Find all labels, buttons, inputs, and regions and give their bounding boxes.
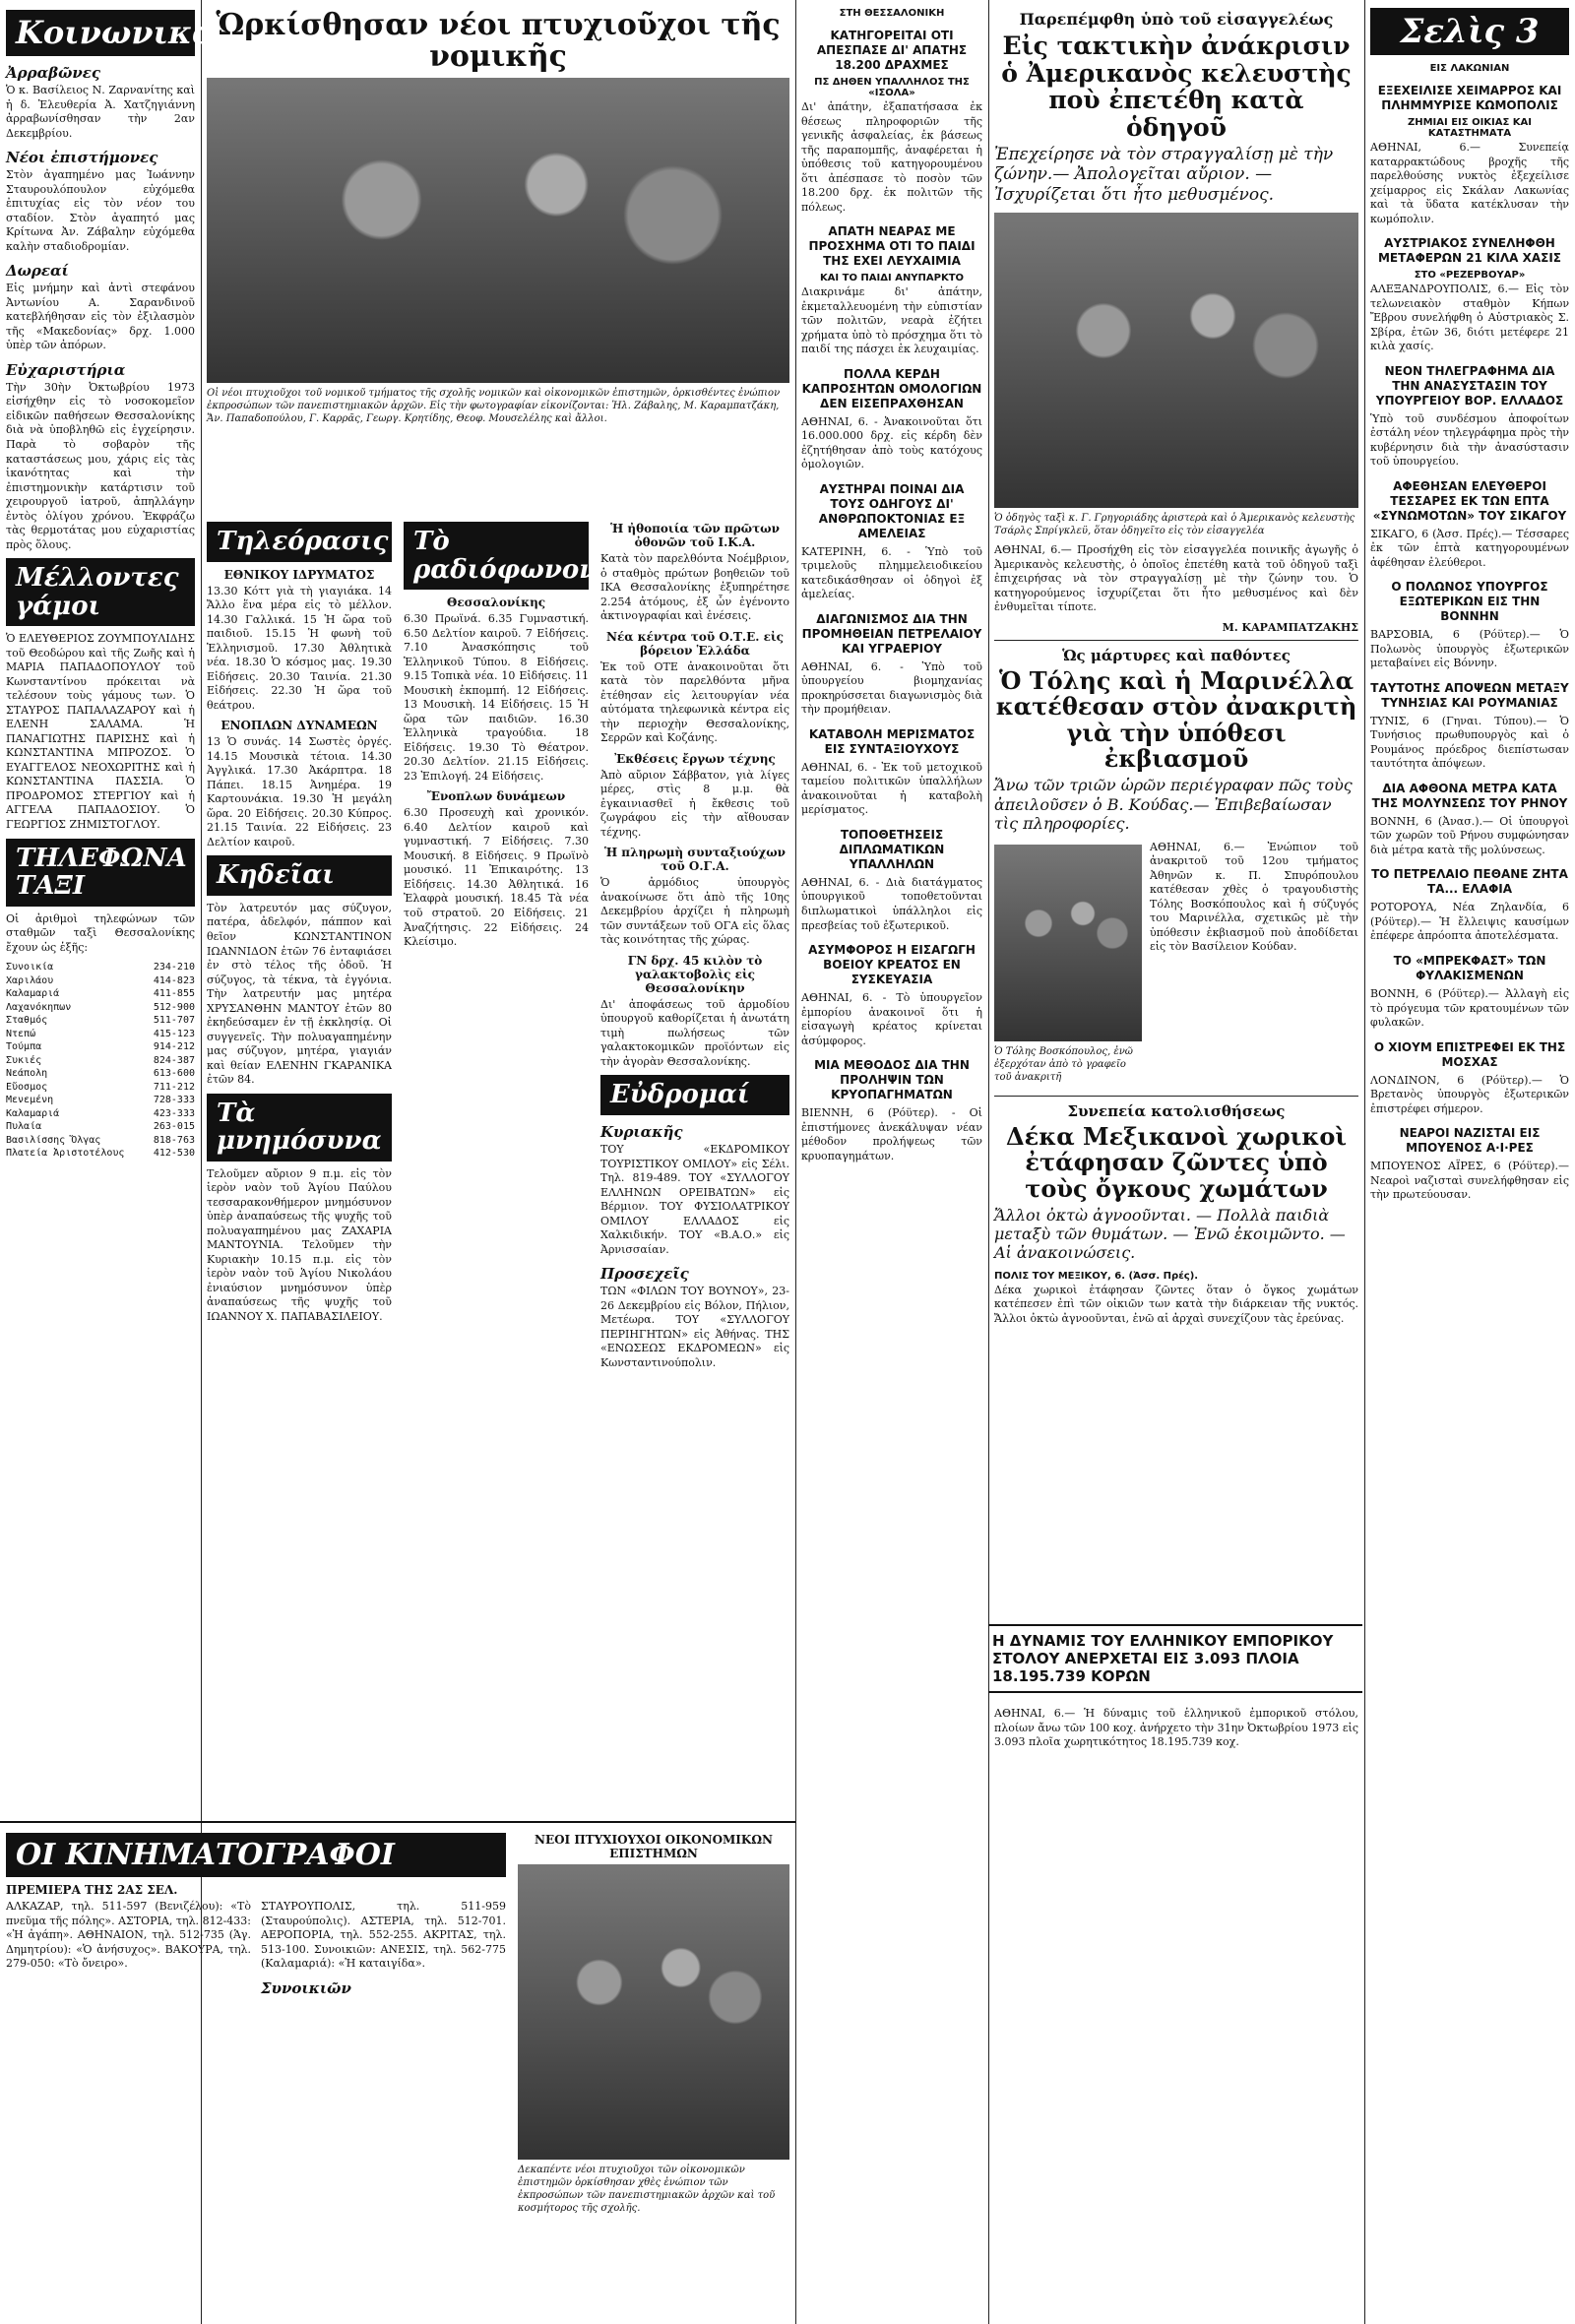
phone-area: Μενεμένη <box>6 1095 54 1106</box>
article-body: ΤΥΝΙΣ, 6 (Γηναι. Τύπου).— Ὁ Τυνήσιος πρωθυπουργὸς καὶ ὁ Ρουμάνος πρόεδρος διεπίστωσαν ταυτότητα ἀπόψεων. <box>1370 714 1569 771</box>
phone-row <box>6 1040 195 1054</box>
subhead: ΠΣ ΔΗΘΕΝ ΥΠΑΛΛΗΛΟΣ ΤΗΣ «ΙΣΟΛΑ» <box>814 77 970 98</box>
photo-caption: Ὁ Τόλης Βοσκόπουλος, ἐνῶ ἐξερχόταν ἀπὸ τὸ γραφεῖο τοῦ ἀνακριτῆ <box>994 1045 1133 1083</box>
phone-row <box>6 961 195 974</box>
article-head: Νέα κέντρα τοῦ Ο.Τ.Ε. εἰς βόρειον Ἑλλάδα <box>606 629 784 658</box>
article-head: ΑΠΑΤΗ ΝΕΑΡΑΣ ΜΕ ΠΡΟΣΧΗΜΑ ΟΤΙ ΤΟ ΠΑΙΔΙ ΤΗΣ ΕΧΕΙ ΛΕΥΧΑΙΜΙΑ <box>808 224 976 269</box>
article-head: ΝΕΑΡΟΙ ΝΑΖΙΣΤΑΙ ΕΙΣ ΜΠΟΥΕΝΟΣ Α·Ι·ΡΕΣ <box>1399 1126 1541 1156</box>
phone-area: Πλατεία Ἀριστοτέλους <box>6 1148 125 1160</box>
article-head: ΑΦΕΘΗΣΑΝ ΕΛΕΥΘΕΡΟΙ ΤΕΣΣΑΡΕΣ ΕΚ ΤΩΝ ΕΠΤΑ «ΣΥΝΩΜΟΤΩΝ» ΤΟΥ ΣΙΚΑΓΟΥ <box>1372 478 1567 523</box>
kicker: ΣΤΗ ΘΕΣΣΑΛΟΝΙΚΗ <box>839 8 945 19</box>
mexico-subheadline: Ἄλλοι ὀκτὼ ἀγνοοῦνται. — Πολλὰ παιδιὰ μεταξὺ τῶν θυμάτων. — Ἐνῶ ἐκοιμῶντο. — Αἱ ἀνακοινώσεις. <box>994 1206 1346 1263</box>
section-banner-koinonika: Κοινωνικά <box>6 10 195 56</box>
article-head: ΚΑΤΑΒΟΛΗ ΜΕΡΙΣΜΑΤΟΣ ΕΙΣ ΣΥΝΤΑΞΙΟΥΧΟΥΣ <box>808 726 976 756</box>
phone-row <box>6 1081 195 1095</box>
radio-subtitle: Θεσσαλονίκης <box>446 596 546 610</box>
tv-listing: 13 Ὁ συνάς. 14 Σωστὲς ὀργές. 14.15 Μουσικὰ τέτοια. 14.30 Ἀγγλικά. 17.30 Ἀκάρπτρα. 18 Πάπει. 18.15 Ἀνημέρα. 19 Καρτουνάκια. 19.30 Ἡ μεγάλη ὥρα. 20 Εἰδήσεις. 20.30 Κύπρος. 21.15 Ταινία. 22 Εἰδήσεις. 23 Δελτίον καιροῦ. <box>207 735 392 848</box>
phone-area: Ντεπώ <box>6 1028 36 1039</box>
kicker: Παρεπέμφθη ὑπὸ τοῦ εἰσαγγελέως <box>1019 10 1334 29</box>
article-body: ΒΙΕΝΝΗ, 6 (Ρόϋτερ). - Οἱ ἐπιστήμονες ἀνεκάλυψαν νέαν μέθοδον προλήψεως τῶν κρυοπαγημάτων. <box>801 1106 982 1162</box>
article-body: Ὑπὸ τοῦ συνδέσμου ἀποφοίτων ἐστάλη νέον τηλεγράφημα πρὸς τὴν κυβέρνησιν διὰ τὴν ἀνασύστασιν τοῦ ὑπουργείου. <box>1370 411 1569 469</box>
marine-subheadline: Ἐπεχείρησε νὰ τὸν στραγγαλίσῃ μὲ τὴν ζώνην.— Ἀπολογεῖται αὔριον. — Ἰσχυρίζεται ὅτι ἦτο μεθυσμένος. <box>994 145 1334 205</box>
subhead: Κυριακῆς <box>600 1123 683 1141</box>
tolis-subheadline: Ἄνω τῶν τριῶν ὡρῶν περιέγραφαν πῶς τοὺς ἀπειλοῦσεν ὁ Β. Κούδας.— Ἐπιβεβαίωσαν τὶς πληροφορίες. <box>994 776 1353 833</box>
phone-area: Λαχανόκηπων <box>6 1001 72 1013</box>
article-head: ΔΙΑΓΩΝΙΣΜΟΣ ΔΙΑ ΤΗΝ ΠΡΟΜΗΘΕΙΑΝ ΠΕΤΡΕΛΑΙΟΥ ΚΑΙ ΥΓΡΑΕΡΙΟΥ <box>801 611 982 656</box>
photo-caption: Ὁ ὁδηγὸς ταξὶ κ. Γ. Γρηγοριάδης ἀριστερὰ καὶ ὁ Ἀμερικανὸς κελευστὴς Τσάρλς Σπρίγκλεϋ, ὅταν ὁδηγεῖτο εἰς τὸν εἰσαγγελέα <box>994 513 1355 537</box>
main-story <box>201 0 795 551</box>
middle-column <box>595 512 795 1821</box>
fleet-headline: Η ΔΥΝΑΜΙΣ ΤΟΥ ΕΛΛΗΝΙΚΟΥ ΕΜΠΟΡΙΚΟΥ ΣΤΟΛΟΥ ΑΝΕΡΧΕΤΑΙ ΕΙΣ 3.093 ΠΛΟΙΑ 18.195.739 ΚΟΡΩΝ <box>988 1624 1362 1693</box>
phone-area: Συνοικία <box>6 962 54 974</box>
article-head: ΠΟΛΛΑ ΚΕΡΔΗ ΚΑΠΡΟΣΗΤΩΝ ΟΜΟΛΟΓΙΩΝ ΔΕΝ ΕΙΣΕΠΡΑΧΘΗΣΑΝ <box>801 366 982 410</box>
phone-row <box>6 1107 195 1121</box>
section-banner-tv: Τηλεόρασις <box>207 522 392 562</box>
phone-row <box>6 987 195 1001</box>
phone-number: 234-210 <box>153 962 195 974</box>
phone-row <box>6 1134 195 1148</box>
article-body: ΑΘΗΝΑΙ, 6.— Προσήχθη εἰς τὸν εἰσαγγελέα ποινικῆς ἀγωγῆς ὁ Ἀμερικανὸς κελευστὴς, ὁ ὁποῖος ἐπετέθη κατὰ τοῦ ὁδηγοῦ ταξὶ ἐπιχειρήσας νὰ τὸν στραγγαλίσῃ μὲ τὴν ζώνην του. Ὁ κατηγορούμενος ἰσχυρίζεται ὅτι ἦτο μεθυσμένος καὶ δὲν ἐνθυμεῖται τίποτε. <box>994 543 1358 614</box>
article-head: ΤΟ ΠΕΤΡΕΛΑΙΟ ΠΕΘΑΝΕ ΖΗΤΑ ΤΑ... ΕΛΑΦΙΑ <box>1371 867 1568 897</box>
marine-photo <box>994 213 1358 508</box>
far-right-column <box>1364 0 1575 2324</box>
phone-row <box>6 1147 195 1161</box>
article-body: ΑΘΗΝΑΙ, 6. - Τὸ ὑπουργεῖον ἐμπορίου ἀνακοινοῖ ὅτι ἡ εἰσαγωγὴ κρέατος κρίνεται ἀσύμφορος. <box>801 991 982 1047</box>
article-body: ΒΟΝΝΗ, 6 (Ἀνασ.).— Οἱ ὑπουργοὶ τῶν χωρῶν τοῦ Ρήνου συμφώνησαν διὰ μέτρα κατὰ τῆς μολύνσεως. <box>1370 814 1569 856</box>
article-body: ΑΛΕΞΑΝΔΡΟΥΠΟΛΙΣ, 6.— Εἰς τὸν τελωνειακὸν σταθμὸν Κήπων Ἔβρου συνελήφθη ὁ Αὐστριακὸς Σ. Σβίρα, ἐτῶν 36, διότι μετέφερε 21 κιλὰ χασίς. <box>1370 283 1569 353</box>
phone-number: 512-900 <box>153 1001 195 1013</box>
mexico-headline: Δέκα Μεξικανοὶ χωρικοὶ ἐτάφησαν ζῶντες ὑπὸ τοὺς ὄγκους χωμάτων <box>1006 1121 1347 1203</box>
phone-row <box>6 1067 195 1081</box>
main-headline: Ὡρκίσθησαν νέοι πτυχιοῦχοι τῆς νομικῆς <box>216 8 781 75</box>
article-body: Δέκα χωρικοὶ ἐτάφησαν ζῶντες ὅταν ὁ ὄγκος χωμάτων κατέπεσεν ἐπὶ τῶν οἰκιῶν των κατὰ τὴν διάρκειαν τῆς νυκτός. Ἄλλοι ὀκτὼ ἀγνοοῦνται, ἐνῶ αἱ ἀρχαὶ συνεχίζουν τὰς ἐρεύνας. <box>994 1283 1358 1325</box>
article-head: Ο ΧΙΟΥΜ ΕΠΙΣΤΡΕΦΕΙ ΕΚ ΤΗΣ ΜΟΣΧΑΣ <box>1373 1039 1566 1069</box>
section-banner-mellontes: Μέλλοντες γάμοι <box>6 558 195 626</box>
tolis-photo <box>994 845 1142 1041</box>
article-head: ΑΥΣΤΡΙΑΚΟΣ ΣΥΝΕΛΗΦΘΗ ΜΕΤΑΦΕΡΩΝ 21 ΚΙΛΑ ΧΑΣΙΣ <box>1377 236 1562 266</box>
radio-listing: 6.30 Πρωϊνά. 6.35 Γυμναστική. 6.50 Δελτίον καιροῦ. 7 Εἰδήσεις. 7.10 Ἀνασκόπησις τοῦ Ἑλληνικοῦ Τύπου. 8 Εἰδήσεις. 9.15 Τοπικὰ νέα. 10 Εἰδήσεις. 11 Μουσικὴ ἐκπομπή. 12 Εἰδήσεις. 13 Μουσικὴ. 14 Εἰδήσεις. 15 Ἡ ὥρα τῶν παιδιῶν. 16.30 Ἑλληνικὰ τραγούδια. 18 Εἰδήσεις. 19.30 Τὸ Θέατρον. 20.30 Δελτίον. 21.15 Εἰδήσεις. 23 Ἐπιλογή. 24 Εἰδήσεις. <box>404 612 589 783</box>
article-body: ΚΑΤΕΡΙΝΗ, 6. - Ὑπὸ τοῦ τριμελοῦς πλημμελειοδικείου κατεδικάσθησαν οἱ ὁδηγοὶ ἐξ ἀμελείας. <box>801 544 982 601</box>
phone-row <box>6 1014 195 1028</box>
section-banner-radio: Τὸ ραδιόφωνον <box>404 522 589 590</box>
article-body: Εἰς μνήμην καὶ ἀντὶ στεφάνου Ἀντωνίου Α. Σαρανδινοῦ κατεβλήθησαν εἰς τὸν ἐξιλασμὸν τῆς «Μακεδονίας» δρχ. 1.000 ὑπὲρ τῶν ἀπόρων. <box>6 282 195 352</box>
kicker: ΕΙΣ ΛΑΚΩΝΙΑΝ <box>1429 63 1510 74</box>
phone-area: Καλαμαριά <box>6 1107 60 1119</box>
phone-number: 613-600 <box>153 1068 195 1080</box>
phone-area: Εὔοσμος <box>6 1081 48 1093</box>
section-banner-tilefona: ΤΗΛΕΦΩΝΑ ΤΑΞΙ <box>6 839 195 907</box>
phone-number: 914-212 <box>153 1041 195 1053</box>
article-body: Ἐκ τοῦ ΟΤΕ ἀνακοινοῦται ὅτι κατὰ τὸν παρελθόντα μῆνα ἐτέθησαν εἰς λειτουργίαν νέα αὐτόματα τηλεφωνικὰ κέντρα εἰς τὴν περιοχὴν Θεσσαλονίκης, Σερρῶν καὶ Κοζάνης. <box>600 660 789 745</box>
phone-number: 412-530 <box>153 1148 195 1160</box>
section-banner-cinema: ΟΙ ΚΙΝΗΜΑΤΟΓΡΑΦΟΙ <box>6 1833 506 1877</box>
article-body: ΑΘΗΝΑΙ, 6. - Διὰ διατάγματος ὑπουργικοῦ τοποθετοῦνται διπλωματικοὶ ὑπάλληλοι εἰς πρεσβείας τοῦ ἐξωτερικοῦ. <box>801 875 982 932</box>
article-head: ΓΝ δρχ. 45 κιλὸν τὸ γαλακτοβολὶς εἰς Θεσσαλονίκην <box>627 953 763 995</box>
section-banner-eudromiai: Εὐδρομαί <box>600 1075 789 1115</box>
article-body: ΣΙΚΑΓΟ, 6 (Ἀσσ. Πρές).— Τέσσαρες ἐκ τῶν ἑπτὰ κατηγορουμένων ἀφέθησαν ἐλεύθεροι. <box>1370 527 1569 569</box>
fleet-story <box>988 1703 1364 1998</box>
article-body: Οἱ ἀριθμοὶ τηλεφώνων τῶν σταθμῶν ταξὶ Θεσσαλονίκης ἔχουν ὡς ἑξῆς: <box>6 911 195 954</box>
phone-area: Βασιλίσσης Ὄλγας <box>6 1134 101 1146</box>
article-head: ΚΑΤΗΓΟΡΕΙΤΑΙ ΟΤΙ ΑΠΕΣΠΑΣΕ ΔΙ' ΑΠΑΤΗΣ 18.200 ΔΡΑΧΜΕΣ <box>816 29 968 72</box>
article-body: ΤΟΥ «ΕΚΔΡΟΜΙΚΟΥ ΤΟΥΡΙΣΤΙΚΟΥ ΟΜΙΛΟΥ» εἰς Σέλι. Τηλ. 819-489. ΤΟΥ «ΣΥΛΛΟΓΟΥ ΕΛΛΗΝΩΝ ΟΡΕΙΒΑΤΩΝ» εἰς Βέρμιον. ΤΟΥ ΦΥΣΙΟΛΑΤΡΙΚΟΥ ΟΜΙΛΟΥ ΕΛΛΑΔΟΣ εἰς Χαλκιδικήν. ΤΟΥ «Β.Α.Ο.» εἰς Ἀρνισσαίαν. <box>600 1143 789 1256</box>
group-photo <box>207 78 789 383</box>
phone-row <box>6 974 195 988</box>
phone-number: 728-333 <box>153 1095 195 1106</box>
kicker: Συνεπεία κατολισθήσεως <box>1067 1101 1286 1120</box>
marine-headline: Εἰς τακτικὴν ἀνάκρισιν ὁ Ἀμερικανὸς κελευστὴς ποὺ ἐπετέθη κατὰ ὁδηγοῦ <box>1001 31 1352 142</box>
economics-photo <box>518 1864 789 2160</box>
article-body: ΑΘΗΝΑΙ, 6. - Ὑπὸ τοῦ ὑπουργείου βιομηχανίας προκηρύσσεται διαγωνισμὸς διὰ τὴν προμήθειαν. <box>801 660 982 717</box>
tv-listing: 13.30 Κόττ γιὰ τὴ γιαγιάκα. 14 Ἄλλο ἕνα μέρα εἰς τὸ μέλλον. 14.30 Γαλλικά. 15 Ἡ ὥρα τοῦ παιδιοῦ. 15.15 Ἡ φωνὴ τοῦ Ἑλληνισμοῦ. 17.30 Ἀθλητικὰ νέα. 18.30 Ὁ κόσμος μας. 19.30 Εἰδήσεις. 20.30 Ταινία. 21.30 Εἰδήσεις. 22.30 Ἡ ὥρα τοῦ θεάτρου. <box>207 584 392 712</box>
article-head: ΜΙΑ ΜΕΘΟΔΟΣ ΔΙΑ ΤΗΝ ΠΡΟΛΗΨΙΝ ΤΩΝ ΚΡΥΟΠΑΓΗΜΑΤΩΝ <box>814 1058 970 1102</box>
memorial-notices: Τελοῦμεν αὔριον 9 π.μ. εἰς τὸν ἱερὸν ναὸν τοῦ Ἁγίου Παύλου τεσσαρακονθήμερον μνημόσυνον ὑπὲρ ἀναπαύσεως τῆς ψυχῆς τοῦ πολυαγαπημένου μας ΖΑΧΑΡΙΑ ΜΑΝΤΟΥΝΙΑ. Τελοῦμεν τὴν Κυριακὴν 10.15 π.μ. εἰς τὸν ἱερὸν ναὸν τοῦ Ἁγίου Νικολάου ἐνιαύσιον μνημόσυνον ὑπὲρ ἀναπαύσεως τῆς ψυχῆς τοῦ ΙΩΑΝΝΟΥ Χ. ΠΑΠΑΒΑΣΙΛΕΙΟΥ. <box>207 1166 392 1323</box>
subhead: Προσεχεῖς <box>600 1265 689 1284</box>
cinema-listing: ΑΛΚΑΖΑΡ, τηλ. 511-597 (Βενιζέλου): «Τὸ πνεῦμα τῆς πόλης». ΑΣΤΟΡΙΑ, τηλ. 812-433: «Ἡ ἀγάπη». ΑΘΗΝΑΙΟΝ, τηλ. 512-735 (Ἁγ. Δημητρίου): «Ὁ ἀνήσυχος». ΒΑΚΟΥΡΑ, τηλ. 279-050: «Τὸ ὄνειρο». <box>6 1900 251 1971</box>
funeral-notices: Τὸν λατρευτόν μας σύζυγον, πατέρα, ἀδελφόν, πάππον καὶ θεῖον ΚΩΝΣΤΑΝΤΙΝΟΝ ΙΩΑΝΝΙΔΟΝ ἐτῶν 76 ἐνταφιάσει ἐν στὸ τέλος τῆς ὁδοῦ. Ἡ σύζυγος, τὰ τέκνα, τὰ ἐγγόνια. Τὴν λατρευτήν μας μητέρα ΧΡΥΣΑΝΘΗΝ ΜΑΝΤΟΥ ἐτῶν 80 ἐκηδεύσαμεν ἐν τῇ ἐκκλησίᾳ. Οἱ συγγενεῖς. Τὴν πολυαγαπημένην μας σύζυγον, μητέρα, γιαγιάν καὶ θείαν ΕΛΕΝΗΝ ΓΚΑΡΑΝΙΚΑ ἐτῶν 84. <box>207 901 392 1087</box>
photo-caption: Οἱ νέοι πτυχιοῦχοι τοῦ νομικοῦ τμήματος τῆς σχολῆς νομικῶν καὶ οἰκονομικῶν ἐπιστημῶν, ὁρκισθέντες ἐνώπιον ἐκπροσώπων τῶν πανεπιστημιακῶν ἀρχῶν. Εἰς τὴν φωτογραφίαν εἰκονίζονται: Ἡλ. Ζάβαλης, Μ. Καραμπατζάκη, Ἄν. Παπαδοπούλου, Γ. Καρρᾶς, Γεωργ. Κρητίδης, Θεοφ. Μουσελέλης καὶ ἄλλοι. <box>207 387 781 424</box>
article-body: Ὁ ἀρμόδιος ὑπουργὸς ἀνακοίνωσε ὅτι ἀπὸ τῆς 10ης Δεκεμβρίου ἀρχίζει ἡ πληρωμὴ τῶν συντάξεων τοῦ ΟΓΑ εἰς ὅλας τὰς κοινότητας τῆς χώρας. <box>600 876 789 947</box>
phone-number: 511-707 <box>153 1015 195 1027</box>
phone-area: Σταθμός <box>6 1015 48 1027</box>
cinema-section <box>0 1821 512 2324</box>
article-head: ΑΥΣΤΗΡΑΙ ΠΟΙΝΑΙ ΔΙΑ ΤΟΥΣ ΟΔΗΓΟΥΣ ΔΙ' ΑΝΘΡΩΠΟΚΤΟΝΙΑΣ ΕΞ ΑΜΕΛΕΙΑΣ <box>818 481 966 540</box>
article-body: ΑΘΗΝΑΙ, 6. - Ἐκ τοῦ μετοχικοῦ ταμείου πολιτικῶν ὑπαλλήλων ἀνακοινοῦται ἡ καταβολὴ μερίσματος. <box>801 760 982 817</box>
phone-area: Καλαμαριά <box>6 988 60 1000</box>
radio-subtitle: Ἔνοπλων δυνάμεων <box>426 789 566 804</box>
phone-number: 411-855 <box>153 988 195 1000</box>
article-body: ΡΟΤΟΡΟΥΑ, Νέα Ζηλανδία, 6 (Ρόϋτερ).— Ἡ ἔλλειψις καυσίμων ἐπέφερε ἀπρόοπτα ἀποτελέσματα. <box>1370 901 1569 943</box>
subhead: Εὐχαριστήρια <box>6 360 126 379</box>
page-number-banner: Σελὶς 3 <box>1370 8 1569 55</box>
section-banner-kideia: Κηδεῖαι <box>207 855 392 896</box>
phone-area: Τούμπα <box>6 1041 42 1053</box>
phone-row <box>6 1028 195 1041</box>
phone-area: Χαριλάου <box>6 974 54 986</box>
phone-area: Νεάπολη <box>6 1068 48 1080</box>
article-body: ΜΠΟΥΕΝΟΣ ΑΪΡΕΣ, 6 (Ρόϋτερ).— Νεαροὶ ναζισταὶ συνελήφθησαν εἰς τὴν πρωτεύουσαν. <box>1370 1160 1569 1202</box>
article-head: Ἐκθέσεις ἔργων τέχνης <box>614 751 776 766</box>
tv-subtitle: ΕΝΟΠΛΩΝ ΔΥΝΑΜΕΩΝ <box>220 719 378 733</box>
article-head: ΤΟ «ΜΠΡΕΚΦΑΣΤ» ΤΩΝ ΦΥΛΑΚΙΣΜΕΝΩΝ <box>1393 953 1546 982</box>
article-body: Δι' ἀπάτην, ἐξαπατήσασα ἐκ θέσεως πληροφοριῶν τῆς γενικῆς ἀσφαλείας, ἐκ βάσεως τῆς παραπομπῆς, ἀναφέρεται ἡ ὑπόθεσις τοῦ κατηγορουμένου ὅτι ἀπέσπασε τὸ ποσὸν τῶν 18.200 δρχ. ἐκ πολιτῶν τῆς πόλεως. <box>801 100 982 214</box>
phone-number: 415-123 <box>153 1028 195 1039</box>
economics-story <box>512 1821 795 2324</box>
right-stories <box>988 0 1364 1624</box>
photo-caption: Δεκαπέντε νέοι πτυχιοῦχοι τῶν οἰκονομικῶν ἐπιστημῶν ὁρκίσθησαν χθὲς ἐνώπιον τῶν ἐκπροσώπων τῶν πανεπιστημιακῶν ἀρχῶν καὶ τοῦ κοσμήτορος τῆς σχολῆς. <box>518 2165 776 2214</box>
article-body: Στὸν ἀγαπημένο μας Ἰωάννην Σταυρουλόπουλον εὐχόμεθα ἐπιτυχίας εἰς τὸν νέον του σταδίον. Στὸν ἀγαπητό μας Κρίτωνα Ἀν. Ζάβαλην εὐχόμεθα καλὴν σταδιοδρομίαν. <box>6 168 195 253</box>
radio-column <box>398 512 598 1821</box>
article-body: ΑΘΗΝΑΙ, 6.— Συνεπείᾳ καταρρακτώδους βροχῆς τῆς παρελθούσης νυκτὸς ἐξεχείλισε χείμαρρος εἰς Σκάλαν Λακωνίας καὶ τὰ ὕδατα κατέκλυσαν τὴν κωμόπολιν. <box>1370 141 1569 225</box>
dateline: ΠΟΛΙΣ ΤΟΥ ΜΕΞΙΚΟΥ, 6. (Ἀσσ. Πρές). <box>994 1270 1199 1282</box>
article-body: Ὁ κ. Βασίλειος Ν. Ζαρνανίτης καὶ ἡ δ. Ἐλευθερία Ἀ. Χατζηγιάννη ἀρραβωνίσθησαν τὴν 2αν Δεκεμβρίου. <box>6 84 195 140</box>
phone-area: Πυλαία <box>6 1121 42 1133</box>
subhead: Νέοι ἐπιστήμονες <box>6 149 158 167</box>
byline: Μ. ΚΑΡΑΜΠΑΤΖΑΚΗΣ <box>1222 620 1358 634</box>
article-body: Ἀπὸ αὔριον Σάββατον, γιὰ λίγες μέρες, στὶς 8 μ.μ. θὰ ἐγκαινιασθεῖ ἡ ἔκθεσις τοῦ ζωγράφου εἰς τὴν αἴθουσαν τέχνης. <box>600 768 789 839</box>
article-body: Ὁ ΕΛΕΥΘΕΡΙΟΣ ΖΟΥΜΠΟΥΛΙΔΗΣ τοῦ Θεοδώρου καὶ τῆς Ζωῆς καὶ ἡ ΜΑΡΙΑ ΠΑΠΑΔΟΠΟΥΛΟΥ τοῦ Κωνσταντίνου πρόκειται νὰ τελέσουν τοὺς γάμους των. Ὁ ΣΤΑΥΡΟΣ ΠΑΠΑΛΑΖΑΡΟΥ καὶ ἡ ΕΛΕΝΗ ΣΑΛΑΜΑ. Ἡ ΠΑΝΑΓΙΩΤΗΣ ΠΑΡΙΣΗΣ καὶ ἡ ΚΩΝΣΤΑΝΤΙΝΑ ΜΠΡΟΖΟΣ. Ὁ ΕΥΑΓΓΕΛΟΣ ΝΕΟΧΩΡΙΤΗΣ καὶ ἡ ΚΩΝΣΤΑΝΤΙΝΑ ΠΑΣΣΙΑ. Ὁ ΠΡΟΔΡΟΜΟΣ ΣΤΕΡΓΙΟΥ καὶ ἡ ΑΓΓΕΛΑ ΠΑΠΑΔΟΣΙΟΥ. Ὁ ΓΕΩΡΓΙΟΣ ΖΗΜΙΣΤΟΓΛΟΥ. <box>6 632 195 831</box>
cinema-listing: ΣΤΑΥΡΟΥΠΟΛΙΣ, τηλ. 511-959 (Σταυρούπολις). ΑΣΤΕΡΙΑ, τηλ. 512-701. ΑΕΡΟΠΟΡΙΑ, τηλ. 552-255. ΑΚΡΙΤΑΣ, τηλ. 513-100. Συνοικιῶν: ΑΝΕΣΙΣ, τηλ. 562-775 (Καλαμαριά): «Ἡ καταιγίδα». <box>261 1900 506 1971</box>
phone-row <box>6 1001 195 1015</box>
article-body: ΒΟΝΝΗ, 6 (Ρόϋτερ).— Ἀλλαγὴ εἰς τὸ πρόγευμα τῶν κρατουμένων τῶν φυλακῶν. <box>1370 986 1569 1030</box>
phone-number: 711-212 <box>153 1081 195 1093</box>
article-body: Διακρινάμε δι' ἀπάτην, ἐκμεταλλευομένη τὴν εὐπιστίαν τῶν πολιτῶν, νεαρὰ ἐζήτει χρήματα ὑπὸ τὸ πρόσχημα ὅτι τὸ παιδί της πάσχει ἐκ λευχαιμίας. <box>801 285 982 356</box>
news-column-3 <box>795 0 988 2324</box>
article-body: Δι' ἀποφάσεως τοῦ ἀρμοδίου ὑπουργοῦ καθορίζεται ἡ ἀνωτάτη τιμὴ πωλήσεως τῶν γαλακτοκομικῶν προϊόντων εἰς τὴν ἀγορὰν Θεσσαλονίκης. <box>600 997 789 1068</box>
phone-number: 263-015 <box>153 1121 195 1133</box>
economics-headline: ΝΕΟΙ ΠΤΥΧΙΟΥΧΟΙ ΟΙΚΟΝΟΜΙΚΩΝ ΕΠΙΣΤΗΜΩΝ <box>534 1833 774 1860</box>
article-head: Ἡ ἠθοποιία τῶν πρῶτων ὀθονῶν τοῦ Ι.Κ.Α. <box>610 522 780 549</box>
subhead: Ἀρραβῶνες <box>6 64 101 83</box>
article-body: ΒΑΡΣΟΒΙΑ, 6 (Ρόϋτερ).— Ὁ Πολωνὸς ὑπουργὸς ἐξωτερικῶν μεταβαίνει εἰς Βόννην. <box>1370 628 1569 670</box>
cinema-intro: ΠΡΕΜΙΕΡΑ ΤΗΣ 2ΑΣ ΣΕΛ. <box>6 1883 178 1897</box>
phone-row <box>6 1054 195 1068</box>
article-body: Τὴν 30ὴν Ὀκτωβρίου 1973 εἰσήχθην εἰς τὸ νοσοκομεῖον εἰδικῶν παθήσεων Θεσσαλονίκης διὰ νὰ ὑποβληθῶ εἰς ἐγχείρησιν. Παρὰ τὸ σοβαρὸν τῆς καταστάσεως μου, χάρις εἰς τὰς ἱκανότητας καὶ τὴν ἐπιστημονικὴν κατάρτισιν τοῦ χειρουργοῦ ἰατροῦ, ἀπηλλάγην ἐντὸς ὀλίγου χρόνου. Ἐκφράζω τὰς θερμοτάτας μου εὐχαριστίας πρὸς ὅλους. <box>6 380 195 551</box>
phone-number: 423-333 <box>153 1107 195 1119</box>
article-body: ΤΩΝ «ΦΙΛΩΝ ΤΟΥ ΒΟΥΝΟΥ», 23-26 Δεκεμβρίου εἰς Βόλον, Πήλιον, Μετέωρα. ΤΟΥ «ΣΥΛΛΟΓΟΥ ΠΕΡΙΗΓΗΤΩΝ» εἰς Ἀθήνας. ΤΗΣ «ΕΝΩΣΕΩΣ ΕΚΔΡΟΜΕΩΝ» εἰς Κωνσταντινούπολιν. <box>600 1285 789 1369</box>
subhead: ΖΗΜΙΑΙ ΕΙΣ ΟΙΚΙΑΣ ΚΑΙ ΚΑΤΑΣΤΗΜΑΤΑ <box>1407 117 1533 139</box>
article-body: ΑΘΗΝΑΙ, 6.— Ἐνώπιον τοῦ ἀνακριτοῦ τοῦ 12ου τμήματος Ἀθηνῶν κ. Π. Σπυρόπουλου κατέθεσαν χθὲς ὁ τραγουδιστὴς Τόλης Βοσκόπουλος καὶ ἡ σύζυγός του Μαρινέλλα, σχετικῶς μὲ τὴν ὑπόθεσιν ἐκβιασμοῦ ποὺ ἀποδίδεται εἰς τὸν Βασίλειον Κούδαν. <box>1150 840 1358 954</box>
article-head: ΤΑΥΤΟΤΗΣ ΑΠΟΨΕΩΝ ΜΕΤΑΞΥ ΤΥΝΗΣΙΑΣ ΚΑΙ ΡΟΥΜΑΝΙΑΣ <box>1370 680 1569 710</box>
tv-column <box>201 512 398 1821</box>
subhead: ΣΤΟ «ΡΕΖΕΡΒΟΥΑΡ» <box>1414 270 1526 282</box>
phone-number: 414-823 <box>153 974 195 986</box>
article-body: ΑΘΗΝΑΙ, 6.— Ἡ δύναμις τοῦ ἑλληνικοῦ ἐμπορικοῦ στόλου, πλοίων ἄνω τῶν 100 κοχ. ἀνήρχετο τὴν 31ην Ὀκτωβρίου 1973 εἰς 3.093 πλοῖα χωρητικότητος 18.195.739 κοχ. <box>994 1707 1358 1749</box>
tolis-headline: Ὁ Τόλης καὶ ἡ Μαρινέλλα κατέθεσαν στὸν ἀνακριτὴ γιὰ τὴν ὑπόθεσι ἐκβιασμοῦ <box>995 665 1357 773</box>
phone-row <box>6 1120 195 1134</box>
subhead: Δωρεαί <box>6 262 69 281</box>
article-body: Κατὰ τὸν παρελθόντα Νοέμβριον, ὁ σταθμὸς πρώτων βοηθειῶν τοῦ ΙΚΑ Θεσσαλονίκης ἐξυπηρέτησε 2.254 ἀτόμους, ἐξ ὧν ἐγένοντο ἀκτινογραφίαι καὶ ἐνέσεις. <box>600 552 789 623</box>
phone-area: Συκιές <box>6 1054 42 1066</box>
article-head: ΑΣΥΜΦΟΡΟΣ Η ΕΙΣΑΓΩΓΗ ΒΟΕΙΟΥ ΚΡΕΑΤΟΣ ΕΝ ΣΥΣΚΕΥΑΣΙΑ <box>808 943 976 987</box>
phone-number: 824-387 <box>153 1054 195 1066</box>
article-body: ΑΘΗΝΑΙ, 6. - Ἀνακοινοῦται ὅτι 16.000.000 δρχ. εἰς κέρδη δὲν ἐζητήθησαν ἀπὸ τοὺς κατόχους ὁμολογιῶν. <box>801 414 982 471</box>
article-head: ΤΟΠΟΘΕΤΗΣΕΙΣ ΔΙΠΛΩΜΑΤΙΚΩΝ ΥΠΑΛΛΗΛΩΝ <box>839 827 945 871</box>
article-body: ΛΟΝΔΙΝΟΝ, 6 (Ρόϋτερ).— Ὁ Βρετανὸς ὑπουργὸς ἐξωτερικῶν ἐπιστρέφει σήμερον. <box>1370 1073 1569 1115</box>
subhead: ΚΑΙ ΤΟ ΠΑΙΔΙ ΑΝΥΠΑΡΚΤΟ <box>819 273 965 284</box>
article-head: ΝΕΟΝ ΤΗΛΕΓΡΑΦΗΜΑ ΔΙΑ ΤΗΝ ΑΝΑΣΥΣΤΑΣΙΝ ΤΟΥ ΥΠΟΥΡΓΕΙΟΥ ΒΟΡ. ΕΛΛΑΔΟΣ <box>1375 363 1564 408</box>
phone-row <box>6 1094 195 1107</box>
radio-listing: 6.30 Προσευχὴ καὶ χρονικόν. 6.40 Δελτίον καιροῦ καὶ γυμναστική. 7 Εἰδήσεις. 7.30 Μουσική. 8 Εἰδήσεις. 9 Πρωϊνὸ μουσικό. 11 Ἐπικαιρότης. 13 Εἰδήσεις. 14.30 Ἀθλητικά. 16 Ἐλαφρὰ μουσική. 18.45 Τὰ νέα τοῦ στρατοῦ. 20 Εἰδήσεις. 21 Ἀναζήτησις. 22 Εἰδήσεις. 24 Κλείσιμο. <box>404 806 589 949</box>
phone-list <box>6 961 195 1161</box>
article-head: ΕΞΕΧΕΙΛΙΣΕ ΧΕΙΜΑΡΡΟΣ ΚΑΙ ΠΛΗΜΜΥΡΙΣΕ ΚΩΜΟΠΟΛΙΣ <box>1377 84 1562 112</box>
article-head: Ο ΠΟΛΩΝΟΣ ΥΠΟΥΡΓΟΣ ΕΞΩΤΕΡΙΚΩΝ ΕΙΣ ΤΗΝ ΒΟΝΝΗΝ <box>1391 580 1548 624</box>
tv-subtitle: ΕΘΝΙΚΟΥ ΙΔΡΥΜΑΤΟΣ <box>223 567 375 582</box>
phone-number: 818-763 <box>153 1134 195 1146</box>
article-head: ΔΙΑ ΑΦΘΟΝΑ ΜΕΤΡΑ ΚΑΤΑ ΤΗΣ ΜΟΛΥΝΣΕΩΣ ΤΟΥ ΡΗΝΟΥ <box>1371 781 1568 810</box>
kicker: Ὡς μάρτυρες καὶ παθόντες <box>1062 646 1291 664</box>
article-head: Ἡ πληρωμὴ συνταξιούχων τοῦ Ο.Γ.Α. <box>603 846 787 874</box>
section-banner-mnimosyna: Τὰ μνημόσυνα <box>207 1094 392 1162</box>
subhead: Συνοικιῶν <box>261 1979 351 1997</box>
